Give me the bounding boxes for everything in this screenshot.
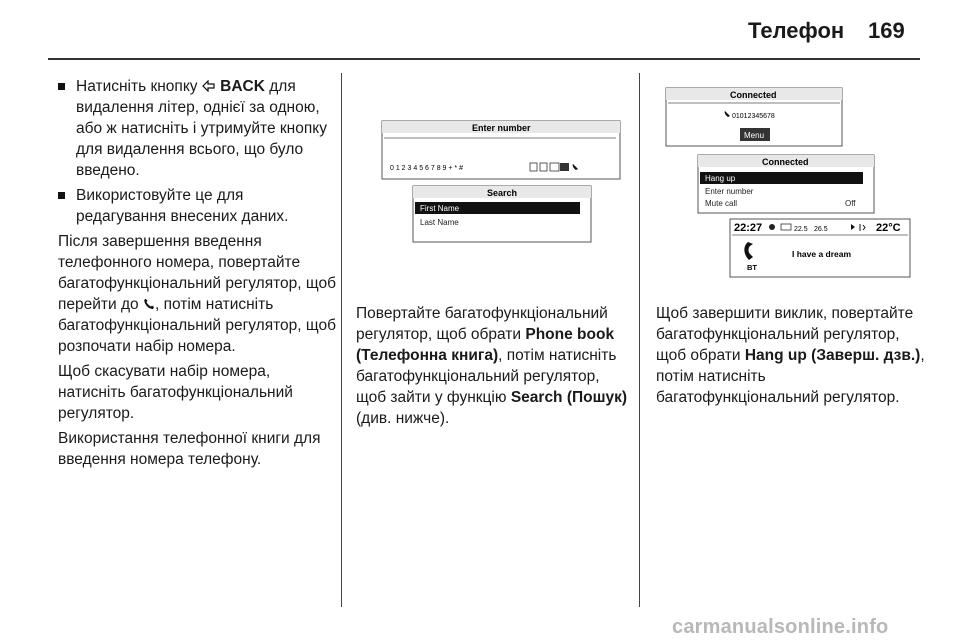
column-divider-2: [639, 73, 640, 607]
col2-text-pre: Повертайте багатофункціональний регулятор, щоб обрати: [356, 305, 608, 343]
enter-number-item: Enter number: [705, 187, 754, 196]
hang-up-label: Hang up (Заверш. дзв.): [744, 347, 921, 364]
column-divider-1: [341, 73, 342, 607]
menu-button-label: Menu: [744, 131, 765, 140]
bullet-item-edit: [58, 185, 336, 227]
figure-2-graphic: [652, 76, 920, 288]
page-number: 169: [868, 18, 905, 43]
para1-text-pre: Після завершення введення телефонного номера, повертайте багатофункціональний регулятор, щоб перейти до: [58, 233, 336, 313]
temp-right: 22°C: [876, 222, 901, 234]
song-title: I have a dream: [792, 249, 852, 259]
paragraph-hang-up: [656, 303, 928, 408]
col2-text-post: (див. нижче).: [356, 410, 450, 427]
column-1: [58, 76, 336, 474]
connected-title-menu: Connected: [762, 157, 809, 167]
back-button-label: BACK: [220, 78, 265, 95]
col3-text-pre: Щоб завершити виклик, повертайте багатофункціональний регулятор, щоб обрати: [656, 305, 914, 364]
bt-source-label: BT: [747, 263, 757, 272]
contacts-icon: [560, 163, 569, 171]
footer-watermark: carmanualsonline.info: [672, 616, 889, 638]
search-title: Search: [487, 188, 518, 198]
header-rule: [48, 58, 920, 60]
paragraph-select-phonebook: [356, 303, 628, 429]
col2-text-mid: , потім натисніть багатофункціональний регулятор, щоб зайти у функцію: [356, 347, 617, 406]
mute-call-item: Mute call: [705, 199, 738, 208]
settings-icon: [769, 224, 775, 230]
first-name-item: First Name: [420, 204, 460, 213]
phone-icon: [143, 298, 155, 310]
paragraph-phonebook: Використання телефонної книги для введення номера телефону.: [58, 430, 321, 468]
connected-title-top: Connected: [730, 90, 777, 100]
paragraph-dial: [58, 231, 336, 357]
phone-book-label: Phone book (Телефонна книга): [356, 326, 615, 364]
figure-1-graphic: [354, 76, 622, 288]
paragraph-cancel: Щоб скасувати набір номера, натисніть багатофункціональний регулятор.: [58, 363, 293, 422]
figure-connected-call: [652, 76, 920, 288]
temp-mid: 26.5: [814, 226, 828, 233]
mute-call-value: Off: [845, 199, 856, 208]
column-3: [656, 303, 928, 412]
header-title: Телефон: [748, 18, 845, 43]
hang-up-item: Hang up: [705, 174, 736, 183]
phone-number: 01012345678: [732, 113, 775, 120]
last-name-item: Last Name: [420, 218, 459, 227]
bullet2-text: Використовуйте це для редагування внесених даних.: [76, 187, 289, 225]
bullet-square-icon: [58, 83, 65, 90]
enter-number-title: Enter number: [472, 123, 531, 133]
back-arrow-icon: [202, 80, 216, 92]
clock-time: 22:27: [734, 222, 763, 234]
bullet1-text-pre: Натисніть кнопку: [76, 78, 198, 95]
para1-text-post: , потім натисніть багатофункціональний регулятор, щоб розпочати набір номера.: [58, 296, 336, 355]
search-label: Search (Пошук): [510, 389, 628, 406]
digit-row: 0 1 2 3 4 5 6 7 8 9 + * #: [390, 165, 463, 172]
temp-left: 22.5: [794, 226, 808, 233]
column-2: [356, 303, 628, 433]
bullet1-text-post: для видалення літер, однієї за одною, або ж натисніть і утримуйте кнопку для видалення всього, що було введено.: [76, 78, 327, 179]
bullet-item-back: [58, 76, 336, 181]
col3-text-post: , потім натисніть багатофункціональний регулятор.: [656, 347, 925, 406]
bullet-square-icon: [58, 192, 65, 199]
figure-enter-number-search: [354, 76, 622, 288]
